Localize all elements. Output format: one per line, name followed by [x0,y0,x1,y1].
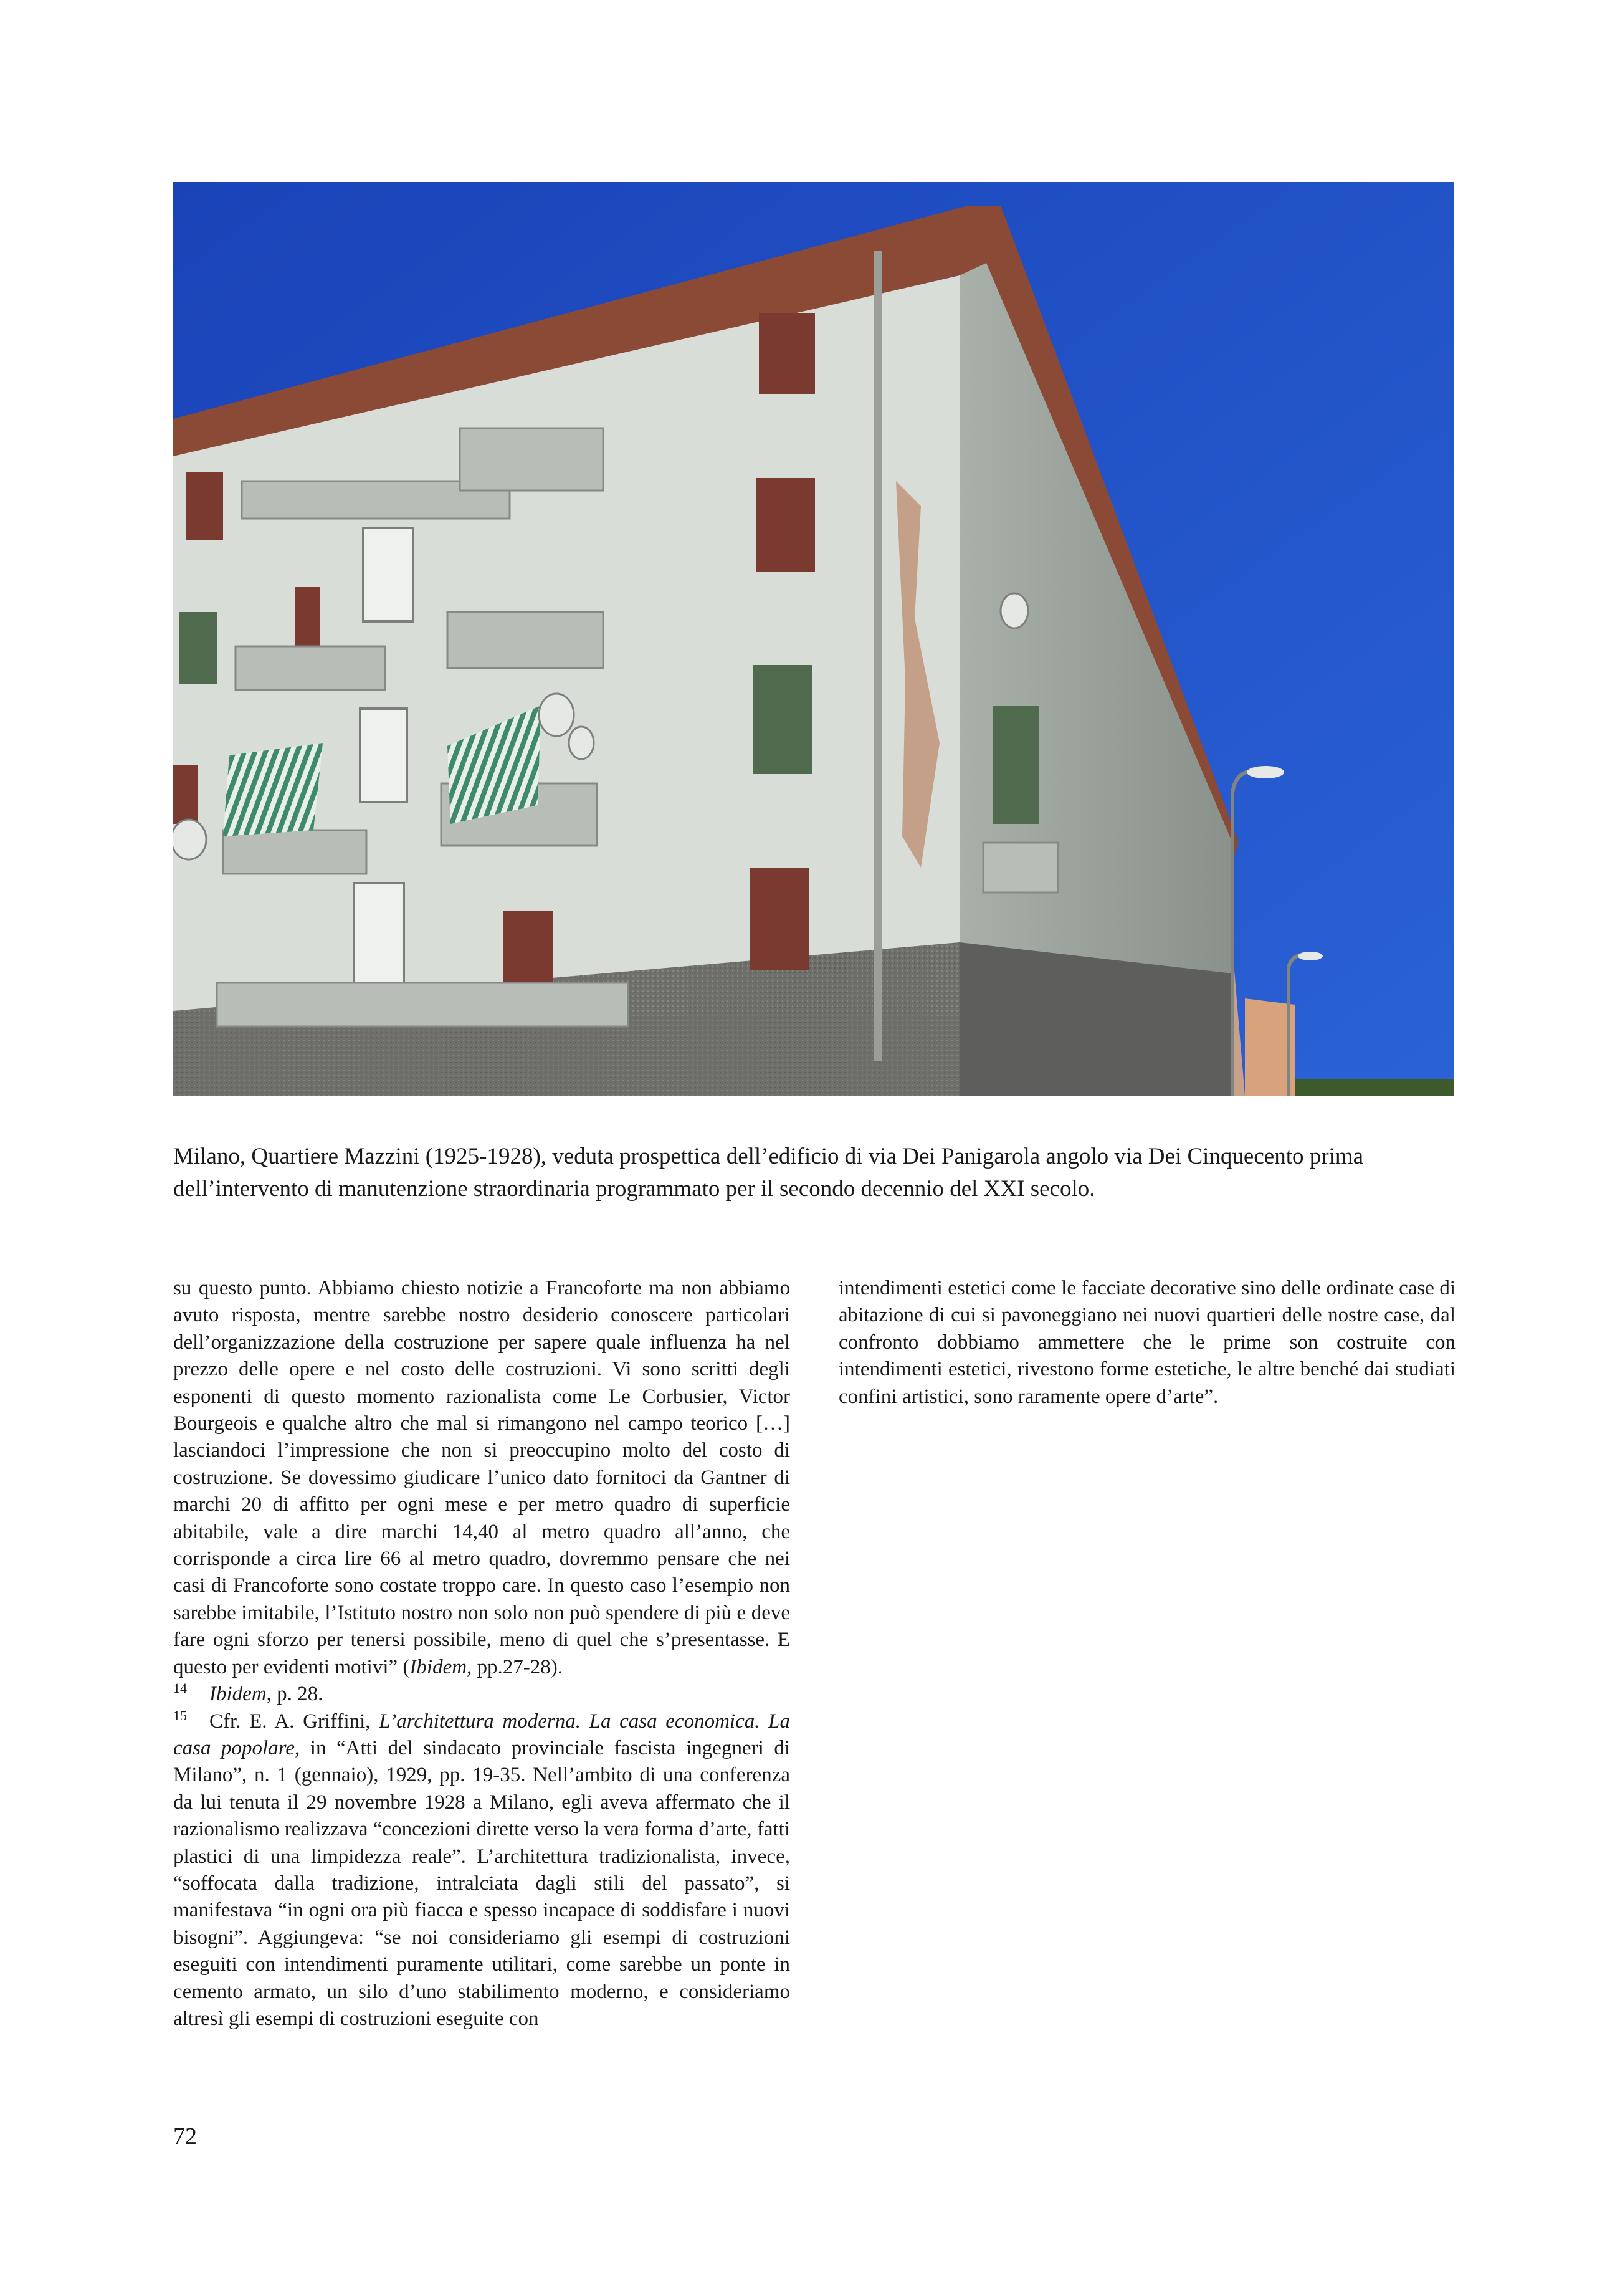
ibidem-ref: Ibidem [409,1655,467,1678]
page-ref: , pp.27-28). [467,1655,563,1678]
footnote-number: 15 [173,1707,187,1723]
footnote-text: , in “Atti del sindacato provinciale fascista ingegneri di Milano”, n. 1 (gennaio), 1929, pp. 19-35. Nell’ambito di una conferenza da lui tenuta il 29 novembre 1928 a Milano, egli aveva affermato che il razionalismo realizzava “concezioni dirette verso la vera forma d’arte, fatti plastici di una limpidezza reale”. L’architettura tradizionalista, invece, “soffocata dalla tradizione, intralciata dagli stili del passato”, si manifestava “in ogni ora più fiacca e spesso incapace di soddisfare i nuovi bisogni”. Aggiungeva: “se noi consideriamo gli esempi di costruzioni eseguiti con intendimenti puramente utilitari, come sarebbe un ponte in cemento armato, un silo d’uno stabilimento moderno, e consideriamo altresì gli esempi di costruzioni eseguite con [173,1736,790,2030]
building-photo [173,182,1454,1096]
figure-caption: Milano, Quartiere Mazzini (1925-1928), veduta prospettica dell’edificio di via Dei Panigarola angolo via Dei Cinquecento prima dell’intervento di manutenzione straordinaria programmato per il secondo decennio del XXI secolo. [173,1144,1364,1202]
right-column [839,1275,1456,1410]
footnote-text: Cfr. E. A. Griffini, [209,1710,379,1733]
footnote-ibidem: Ibidem [209,1683,267,1706]
footnote-title: L’architettura moderna. La casa economica. La casa popolare [173,1710,790,1759]
left-column [173,1275,790,2032]
footnote-15 [173,1708,790,2033]
paragraph-quote-continuation [173,1275,790,1681]
paragraph-quote-end: intendimenti estetici come le facciate decorative sino delle ordinate case di abitazione di cui si pavoneggiano nei nuovi quartieri delle nostre case, dal confronto dobbiamo ammettere che le prime son costruite con intendimenti estetici, rivestono forme estetiche, le altre benché dai studiati confini artistici, sono raramente opere d’arte”. [839,1277,1456,1408]
page-number: 72 [173,2123,197,2150]
footnote-14 [173,1681,790,1708]
footnote-number: 14 [173,1680,187,1696]
footnote-text: , p. 28. [266,1683,323,1706]
quote-text: su questo punto. Abbiamo chiesto notizie a Francoforte ma non abbiamo avuto risposta, mentre sarebbe nostro desiderio conoscere particolari dell’organizzazione della costruzione per sapere quale influenza ha nel prezzo delle opere e nel costo delle costruzioni. Vi sono scritti degli esponenti di questo momento razionalista come Le Corbusier, Victor Bourgeois e qualche altro che mal si rimangono nel campo teorico […] lasciandoci l’impressione che non si preoccupino molto del costo di costruzione. Se dovessimo giudicare l’unico dato fornitoci da Gantner di marchi 20 di affitto per ogni mese e per metro quadro di superficie abitabile, vale a dire marchi 14,40 al metro quadro all’anno, che corrisponde a circa lire 66 al metro quadro, dovremmo pensare che nei casi di Francoforte sono costate troppo care. In questo caso l’esempio non sarebbe imitabile, l’Istituto nostro non solo non può spendere di più e deve fare ogni sforzo per tenersi possibile, meno di quel che s’presentasse. E questo per evidenti motivi” ( [173,1277,790,1678]
